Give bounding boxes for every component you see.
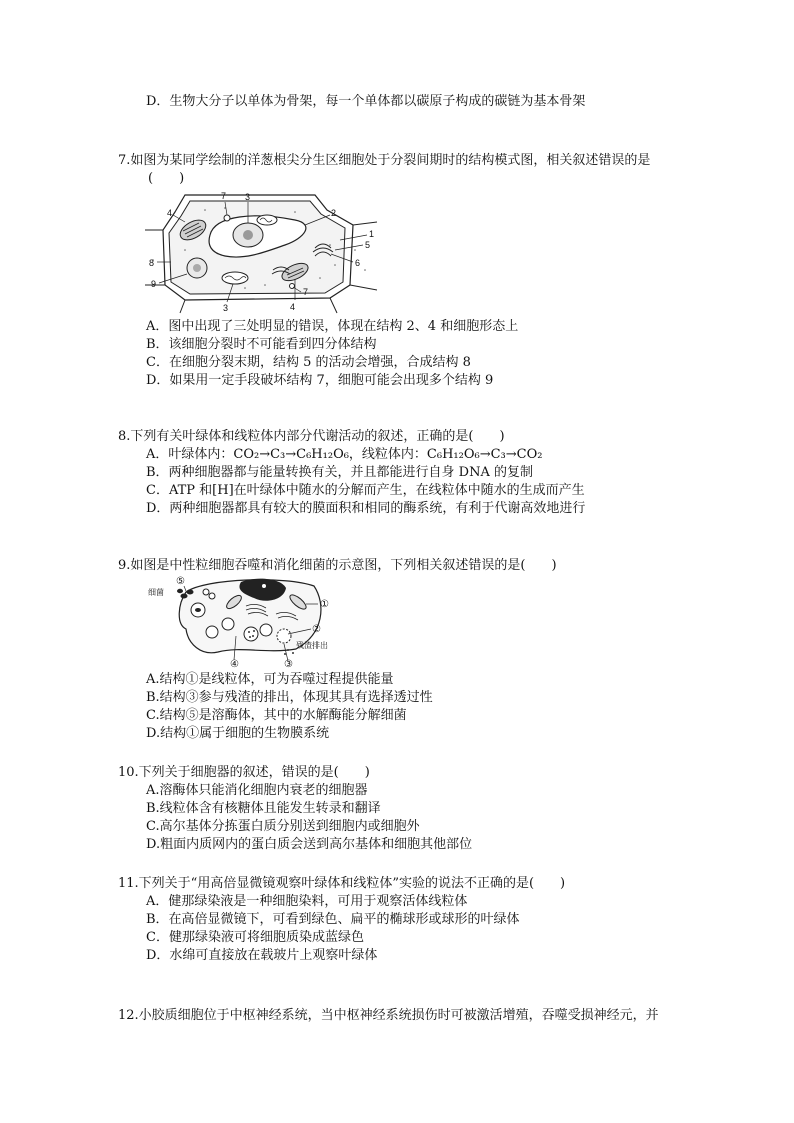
- q8-option-b: B．两种细胞器都与能量转换有关，并且都能进行自身 DNA 的复制: [146, 465, 534, 480]
- q11-stem: 11.下列关于“用高倍显微镜观察叶绿体和线粒体”实验的说法不正确的是( ): [118, 876, 566, 891]
- q8-option-c: C．ATP 和[H]在叶绿体中随水的分解而产生，在线粒体中随水的生成而产生: [146, 483, 585, 498]
- q9-fig-label-4: ④: [230, 659, 239, 668]
- q7-cell-diagram: [145, 190, 380, 315]
- q9-fig-bacteria-label: 细菌: [148, 588, 164, 597]
- q7-fig-label-5: 5: [365, 240, 371, 250]
- q7-fig-label-1: 1: [369, 229, 375, 239]
- q7-fig-label-3b: 3: [223, 303, 229, 313]
- q9-fig-label-1: ①: [320, 599, 329, 610]
- q7-fig-label-8: 8: [149, 258, 155, 268]
- q7-fig-label-7: 7: [221, 191, 227, 201]
- q11-option-a: A．健那绿染液是一种细胞染料，可用于观察活体线粒体: [146, 894, 468, 909]
- q6-option-d: D．生物大分子以单体为骨架，每一个单体都以碳原子构成的碳链为基本骨架: [146, 94, 586, 109]
- q9-stem: 9.如图是中性粒细胞吞噬和消化细菌的示意图，下列相关叙述错误的是( ): [118, 558, 557, 573]
- q9-fig-residue-label: 残渣排出: [296, 641, 328, 650]
- q11-option-c: C．健那绿染液可将细胞质染成蓝绿色: [146, 930, 364, 945]
- q7-fig-label-4b: 4: [290, 302, 296, 312]
- q7-option-d: D．如果用一定手段破坏结构 7，细胞可能会出现多个结构 9: [146, 373, 494, 388]
- q7-fig-label-4: 4: [167, 208, 173, 218]
- q8-option-a: A．叶绿体内：CO₂→C₃→C₆H₁₂O₆，线粒体内：C₆H₁₂O₆→C₃→CO₂: [146, 447, 543, 462]
- q9-fig-label-3: ③: [284, 659, 293, 668]
- q7-option-a: A．图中出现了三处明显的错误，体现在结构 2、4 和细胞形态上: [146, 319, 519, 334]
- q9-option-d: D.结构①属于细胞的生物膜系统: [146, 726, 330, 741]
- q7-fig-label-2: 2: [331, 208, 337, 218]
- q8-option-d: D．两种细胞器都具有较大的膜面积和相同的酶系统，有利于代谢高效地进行: [146, 501, 586, 516]
- q9-neutrophil-diagram: [146, 574, 346, 668]
- q12-stem: 12.小胶质细胞位于中枢神经系统，当中枢神经系统损伤时可被激活增殖，吞噬受损神经元，并: [118, 1008, 659, 1023]
- q8-stem: 8.下列有关叶绿体和线粒体内部分代谢活动的叙述，正确的是( ): [118, 429, 505, 444]
- q7-answer-paren: ( ): [148, 171, 185, 186]
- q7-option-c: C．在细胞分裂末期，结构 5 的活动会增强，合成结构 8: [146, 355, 471, 370]
- q7-fig-label-7b: 7: [303, 287, 309, 297]
- q10-option-a: A.溶酶体只能消化细胞内衰老的细胞器: [146, 783, 368, 798]
- q10-stem: 10.下列关于细胞器的叙述，错误的是( ): [118, 765, 370, 780]
- q9-option-a: A.结构①是线粒体，可为吞噬过程提供能量: [146, 672, 394, 687]
- q10-option-b: B.线粒体含有核糖体且能发生转录和翻译: [146, 801, 381, 816]
- q9-fig-label-5: ⑤: [176, 576, 185, 587]
- q11-option-d: D．水绵可直接放在载玻片上观察叶绿体: [146, 948, 378, 963]
- q7-fig-label-3: 3: [245, 192, 251, 202]
- q9-fig-label-2: ②: [312, 624, 321, 635]
- q9-option-b: B.结构③参与残渣的排出，体现其具有选择透过性: [146, 690, 433, 705]
- q11-option-b: B．在高倍显微镜下，可看到绿色、扁平的椭球形或球形的叶绿体: [146, 912, 520, 927]
- q10-option-d: D.粗面内质网内的蛋白质会送到高尔基体和细胞其他部位: [146, 837, 473, 852]
- q10-option-c: C.高尔基体分拣蛋白质分别送到细胞内或细胞外: [146, 819, 420, 834]
- q7-fig-label-6: 6: [355, 258, 361, 268]
- q9-option-c: C.结构⑤是溶酶体，其中的水解酶能分解细菌: [146, 708, 407, 723]
- q7-fig-label-9: 9: [151, 279, 157, 289]
- q7-option-b: B．该细胞分裂时不可能看到四分体结构: [146, 337, 377, 352]
- q7-stem: 7.如图为某同学绘制的洋葱根尖分生区细胞处于分裂间期时的结构模式图，相关叙述错误的是: [118, 153, 651, 168]
